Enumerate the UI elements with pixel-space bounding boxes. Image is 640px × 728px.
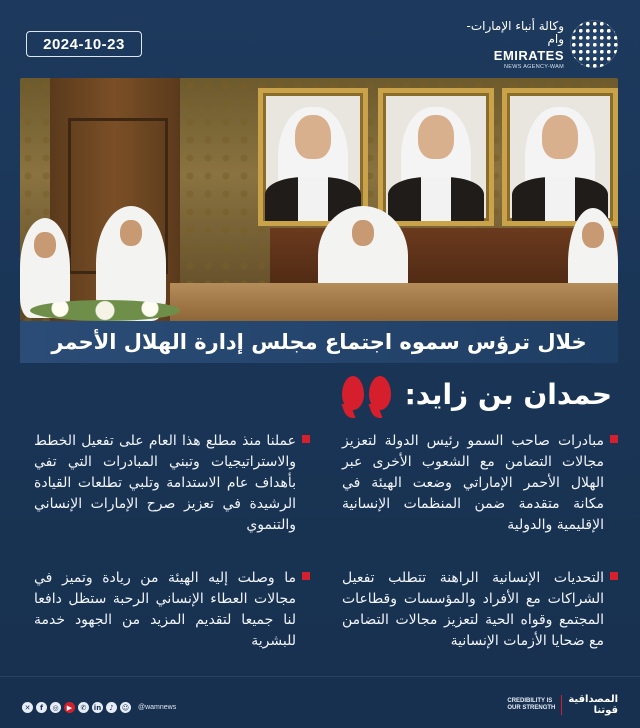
slogan-arabic: [568, 694, 618, 716]
portrait-frame-left: [258, 88, 368, 226]
quote-text: عملنا منذ مطلع هذا العام على تفعيل الخطط والاستراتيجيات وتبني المبادرات التي تفي بأهداف عام الاستدامة وتلبي تطلعات القيادة الرشيدة في تعزيز صرح الإمارات الإنساني والتنموي: [34, 433, 296, 533]
linkedin-icon[interactable]: in: [93, 703, 102, 712]
social-handle[interactable]: @wamnews: [138, 704, 177, 711]
quote-block-right-bottom: [342, 568, 604, 652]
headline-bar: [20, 321, 618, 363]
whatsapp-icon[interactable]: ✆: [78, 702, 89, 713]
meeting-photo: [20, 78, 618, 321]
bullet-icon: [302, 435, 310, 443]
slogan-separator: [561, 695, 562, 715]
bullet-icon: [610, 435, 618, 443]
brand-subtitle: NEWS AGENCY-WAM: [503, 64, 564, 70]
quote-text: التحديات الإنسانية الراهنة تتطلب تفعيل الشراكات مع الأفراد والمؤسسات وقطاعات المجتمع وقواه الحية لتعزيز مجالات التضامن مع ضحايا الأزمات الإنسانية: [342, 570, 604, 649]
wam-logo[interactable]: [458, 18, 618, 74]
x-icon[interactable]: ✕: [22, 702, 33, 713]
social-links: [22, 702, 176, 713]
portrait-frame-right: [502, 88, 618, 226]
date-badge: 2024-10-23: [26, 31, 142, 57]
bullet-icon: [302, 572, 310, 580]
footer-divider: [0, 676, 640, 677]
brand-english-name: EMIRATES: [493, 48, 564, 63]
wam-dotted-globe-icon: [570, 20, 618, 68]
brand-arabic-name: وكالة أنباء الإمارات-وام: [466, 19, 564, 46]
flower-arrangement: [30, 300, 180, 321]
tiktok-icon[interactable]: ♪: [106, 702, 117, 713]
bullet-icon: [610, 572, 618, 580]
youtube-icon[interactable]: ▶: [64, 702, 75, 713]
speaker-name: حمدان بن زايد:: [404, 377, 612, 411]
slogan-english: [507, 698, 555, 712]
slogan-en-line2: OUR STRENGTH: [507, 705, 556, 711]
quote-block-left-bottom: [34, 568, 296, 652]
quote-block-right-top: [342, 431, 604, 536]
slogan-en-line1: CREDIBILITY IS: [507, 698, 553, 704]
quote-text: مبادرات صاحب السمو رئيس الدولة لتعزيز مجالات التضامن مع الشعوب الأخرى عبر الهلال الأحمر الإماراتي وضعت الهيئة في مكانة متقدمة ضمن المنظمات الإنسانية الإقليمية والدولية: [342, 433, 604, 533]
quote-block-left-top: [34, 431, 296, 536]
slogan: [507, 694, 618, 716]
slogan-ar-line1: المصداقية: [568, 694, 618, 705]
instagram-icon[interactable]: ◎: [50, 702, 61, 713]
portrait-frame-center: [378, 88, 494, 226]
conference-table: [170, 283, 618, 321]
quote-text: ما وصلت إليه الهيئة من ريادة وتميز في مجالات العطاء الإنساني الرحبة ستظل دافعا لنا جميعا لتقديم المزيد من الجهود خدمة للبشرية: [34, 570, 296, 649]
slogan-ar-line2: قوتنا: [593, 705, 618, 716]
speaker-row: [337, 372, 612, 416]
headline-text: خلال ترؤس سموه اجتماع مجلس إدارة الهلال الأحمر: [51, 330, 587, 354]
snapchat-icon[interactable]: ☺: [121, 703, 130, 712]
facebook-icon[interactable]: f: [36, 702, 47, 713]
quote-mark-icon: [337, 376, 391, 412]
